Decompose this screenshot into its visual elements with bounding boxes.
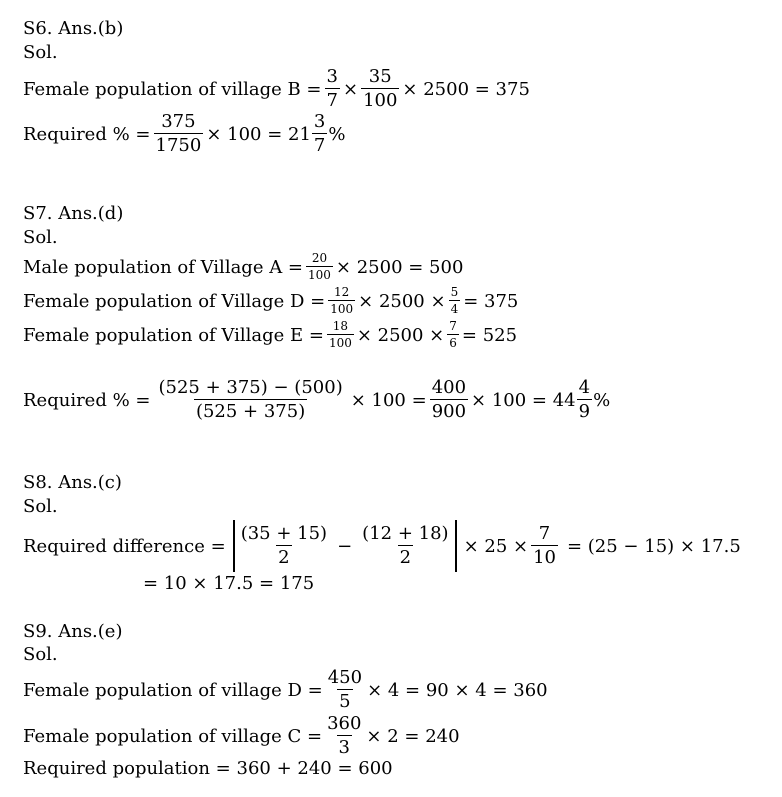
fraction-denominator: (525 + 375) <box>195 401 306 422</box>
s7-l3-mid: × 2500 × <box>356 324 445 346</box>
s8-fraction-a <box>239 524 329 568</box>
s6-fraction-375-1750 <box>154 112 204 156</box>
fraction-numerator: 4 <box>578 377 591 399</box>
fraction-denominator: 7 <box>326 90 338 111</box>
s9-female-c-equation <box>23 711 460 761</box>
fraction-denominator: 4 <box>450 302 459 316</box>
fraction-numerator: 400 <box>431 377 467 399</box>
s6-heading: S6. Ans.(b) <box>23 18 124 39</box>
fraction-denominator: 10 <box>533 547 556 568</box>
fraction-denominator: 3 <box>338 737 350 758</box>
s6-line1-label: Female population of village B = <box>23 78 322 100</box>
s9-fraction-360-3 <box>325 714 363 758</box>
s8-label: Required difference = <box>23 535 226 557</box>
s7-l3-label: Female population of Village E = <box>23 324 324 346</box>
s9-required-population: Required population = 360 + 240 = 600 <box>23 758 393 779</box>
fraction-numerator: 12 <box>334 284 350 299</box>
fraction-denominator: 6 <box>449 336 457 350</box>
s6-line1-tail: × 2500 = 375 <box>402 78 530 100</box>
s7-heading: S7. Ans.(d) <box>23 203 124 224</box>
fraction-denominator: 7 <box>313 135 326 156</box>
s7-fraction-400-900 <box>430 378 468 422</box>
s8-required-difference-equation <box>23 518 741 574</box>
fraction-numerator: 450 <box>327 667 363 689</box>
s7-l2-mid: × 2500 × <box>358 290 446 312</box>
s7-l3-tail: = 525 <box>461 324 518 346</box>
s7-l2-tail: = 375 <box>463 290 519 312</box>
s6-fraction-3-7 <box>325 67 340 111</box>
fraction-denominator: 100 <box>330 302 354 316</box>
s9-fraction-450-5 <box>326 668 364 712</box>
fraction-denominator: 100 <box>328 336 352 350</box>
s6-sol: Sol. <box>23 42 58 63</box>
fraction-numerator: (12 + 18) <box>362 523 449 545</box>
s9-female-d-equation <box>23 665 548 715</box>
times-sign: × <box>342 78 359 100</box>
fraction-numerator: 360 <box>327 713 362 735</box>
s9-heading: S9. Ans.(e) <box>23 621 123 642</box>
left-bar <box>233 520 235 572</box>
percent-sign: % <box>593 389 611 411</box>
fraction-numerator: 5 <box>450 284 459 299</box>
right-bar <box>455 520 457 572</box>
s7-l4-label: Required % = <box>23 389 151 411</box>
fraction-denominator: 1750 <box>155 135 202 156</box>
s6-line2-mid: × 100 = 21 <box>206 123 311 145</box>
percent-sign: % <box>328 123 346 145</box>
fraction-numerator: 20 <box>311 250 328 265</box>
minus-sign: − <box>337 535 353 557</box>
fraction-numerator: (525 + 375) − (500) <box>158 377 343 399</box>
s7-l1-label: Male population of Village A = <box>23 256 304 278</box>
s9-sol: Sol. <box>23 644 58 665</box>
s7-fraction-12-100 <box>328 286 355 316</box>
s9-l1-tail: × 4 = 90 × 4 = 360 <box>367 679 548 701</box>
s7-l2-label: Female population of Village D = <box>23 290 326 312</box>
fraction-denominator: 100 <box>308 268 331 282</box>
s9-l2-label: Female population of village C = <box>23 725 323 747</box>
s7-fraction-20-100 <box>306 252 333 282</box>
fraction-denominator: 9 <box>578 401 591 422</box>
s7-l4-mid: × 100 = <box>350 389 427 411</box>
s6-female-b-equation <box>23 64 530 114</box>
fraction-numerator: (35 + 15) <box>240 523 328 545</box>
s7-fraction-7-6 <box>447 320 459 350</box>
fraction-denominator: 100 <box>363 90 398 111</box>
fraction-denominator: 900 <box>431 401 467 422</box>
s7-fraction-18-100 <box>327 320 354 350</box>
fraction-denominator: 5 <box>339 691 351 712</box>
s8-fraction-b <box>360 524 450 568</box>
s7-fraction-4-9 <box>577 378 592 422</box>
s7-fraction-big <box>157 378 345 422</box>
s8-sol: Sol. <box>23 496 58 517</box>
s8-tail: = (25 − 15) × 17.5 <box>566 535 741 557</box>
s9-l2-tail: × 2 = 240 <box>366 725 460 747</box>
fraction-numerator: 7 <box>449 318 457 333</box>
s8-mid: × 25 × <box>463 535 529 557</box>
s6-required-percent-equation <box>23 109 345 159</box>
s7-sol: Sol. <box>23 227 58 248</box>
s7-fraction-5-4 <box>449 286 461 316</box>
s6-fraction-35-100 <box>361 67 399 111</box>
fraction-numerator: 3 <box>313 111 326 133</box>
fraction-numerator: 18 <box>332 318 349 333</box>
s7-l4-mid2: × 100 = 44 <box>471 389 576 411</box>
s6-line2-label: Required % = <box>23 123 151 145</box>
s7-l1-tail: × 2500 = 500 <box>335 256 464 278</box>
fraction-denominator: 2 <box>278 547 290 568</box>
s8-result-line: = 10 × 17.5 = 175 <box>143 573 315 594</box>
fraction-numerator: 375 <box>161 111 196 133</box>
s7-female-d-equation <box>23 283 518 319</box>
fraction-numerator: 3 <box>326 66 338 88</box>
s8-abs-bracket <box>232 520 458 572</box>
fraction-numerator: 35 <box>368 66 392 88</box>
s7-required-percent-equation <box>23 374 610 426</box>
s7-male-a-equation <box>23 249 463 285</box>
s7-female-e-equation <box>23 317 517 353</box>
fraction-denominator: 2 <box>399 547 412 568</box>
s8-heading: S8. Ans.(c) <box>23 472 122 493</box>
fraction-numerator: 7 <box>538 523 551 545</box>
s8-fraction-7-10 <box>531 524 558 568</box>
s9-l1-label: Female population of village D = <box>23 679 323 701</box>
s6-fraction-3-7-mixed <box>312 112 327 156</box>
